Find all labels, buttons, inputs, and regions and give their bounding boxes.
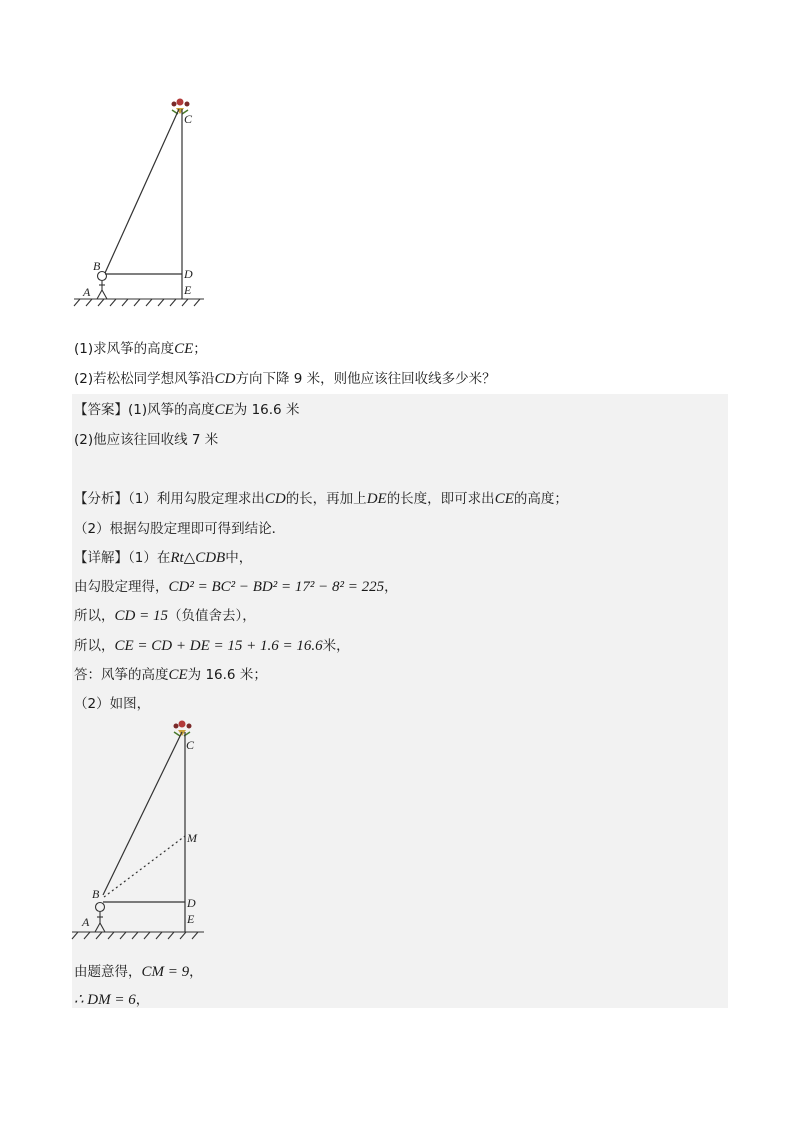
after-figure-line-1 — [74, 960, 203, 981]
answer-1-prefix: 【答案】(1)风筝的高度 — [74, 402, 215, 418]
answer-line-1 — [74, 398, 299, 419]
label-d: D — [187, 896, 196, 910]
label-a: A — [82, 915, 90, 929]
detail-1-suffix: 中， — [225, 550, 253, 566]
answer-1-var: CE — [214, 402, 234, 418]
kite-diagram-1 — [66, 92, 216, 312]
label-d: D — [184, 267, 193, 281]
detail-1-math: Rt△CDB — [170, 550, 226, 566]
after-1-prefix: 由题意得， — [74, 964, 142, 980]
analysis-v3: CE — [494, 491, 514, 507]
after-figure-line-2 — [74, 988, 149, 1009]
label-c: C — [186, 738, 195, 752]
q1-suffix: ； — [193, 341, 207, 357]
detail-4-suffix: 米， — [322, 638, 350, 654]
label-a: A — [83, 285, 91, 299]
after-1-suffix: ， — [189, 964, 203, 980]
analysis-line-2: （2）根据勾股定理即可得到结论． — [74, 521, 286, 537]
person-icon — [95, 903, 105, 933]
label-e: E — [184, 283, 192, 297]
after-2-math: ∴ DM = 6 — [74, 992, 136, 1008]
label-c: C — [184, 112, 193, 126]
line-bc — [105, 109, 179, 273]
detail-2-prefix: 由勾股定理得， — [74, 579, 169, 595]
label-e: E — [187, 912, 195, 926]
answer-1-suffix: 为 16.6 米 — [233, 402, 300, 418]
detail-line-5 — [74, 663, 267, 684]
detail-line-4 — [74, 634, 350, 655]
answer-line-2: (2)他应该往回收线 7 米 — [74, 432, 219, 448]
detail-line-1 — [74, 546, 252, 567]
analysis-v2: DE — [366, 491, 387, 507]
ground-line — [74, 299, 204, 306]
analysis-p1: 【分析】（1）利用勾股定理求出 — [74, 491, 265, 507]
analysis-p4: 的高度； — [513, 491, 568, 507]
label-b: B — [93, 259, 101, 273]
detail-2-math: CD² = BC² − BD² = 17² − 8² = 225 — [168, 579, 385, 595]
q2-prefix: (2)若松松同学想风筝沿 — [74, 371, 215, 387]
detail-line-3 — [74, 604, 256, 625]
detail-2-suffix: ， — [384, 579, 398, 595]
q2-var: CD — [214, 371, 236, 387]
detail-line-2 — [74, 575, 398, 596]
detail-3-math: CD = 15 — [114, 608, 168, 624]
detail-4-prefix: 所以， — [74, 638, 115, 654]
label-b: B — [92, 887, 100, 901]
question-1 — [74, 337, 207, 358]
q2-suffix: 方向下降 9 米，则他应该往回收线多少米？ — [235, 371, 496, 387]
question-2 — [74, 367, 496, 388]
kite-diagram-2 — [66, 714, 216, 946]
detail-5-var: CE — [168, 667, 188, 683]
analysis-line-1 — [74, 487, 568, 508]
line-bc — [103, 732, 182, 895]
analysis-p2: 的长，再加上 — [285, 491, 367, 507]
detail-4-math: CE = CD + DE = 15 + 1.6 = 16.6 — [114, 638, 323, 654]
person-icon — [97, 272, 107, 300]
q1-var: CE — [174, 341, 194, 357]
detail-1-prefix: 【详解】（1）在 — [74, 550, 171, 566]
after-1-math: CM = 9 — [141, 964, 190, 980]
kite-icon — [174, 721, 192, 737]
analysis-p3: 的长度，即可求出 — [386, 491, 495, 507]
detail-5-prefix: 答：风筝的高度 — [74, 667, 169, 683]
q1-prefix: (1)求风筝的高度 — [74, 341, 175, 357]
detail-3-prefix: 所以， — [74, 608, 115, 624]
ground-line — [72, 932, 204, 939]
label-m: M — [187, 831, 197, 845]
detail-3-suffix: （负值舍去）， — [167, 608, 256, 624]
detail-5-suffix: 为 16.6 米； — [187, 667, 267, 683]
detail-line-6: （2）如图， — [74, 696, 151, 712]
after-2-suffix: ， — [135, 992, 150, 1008]
analysis-v1: CD — [264, 491, 286, 507]
